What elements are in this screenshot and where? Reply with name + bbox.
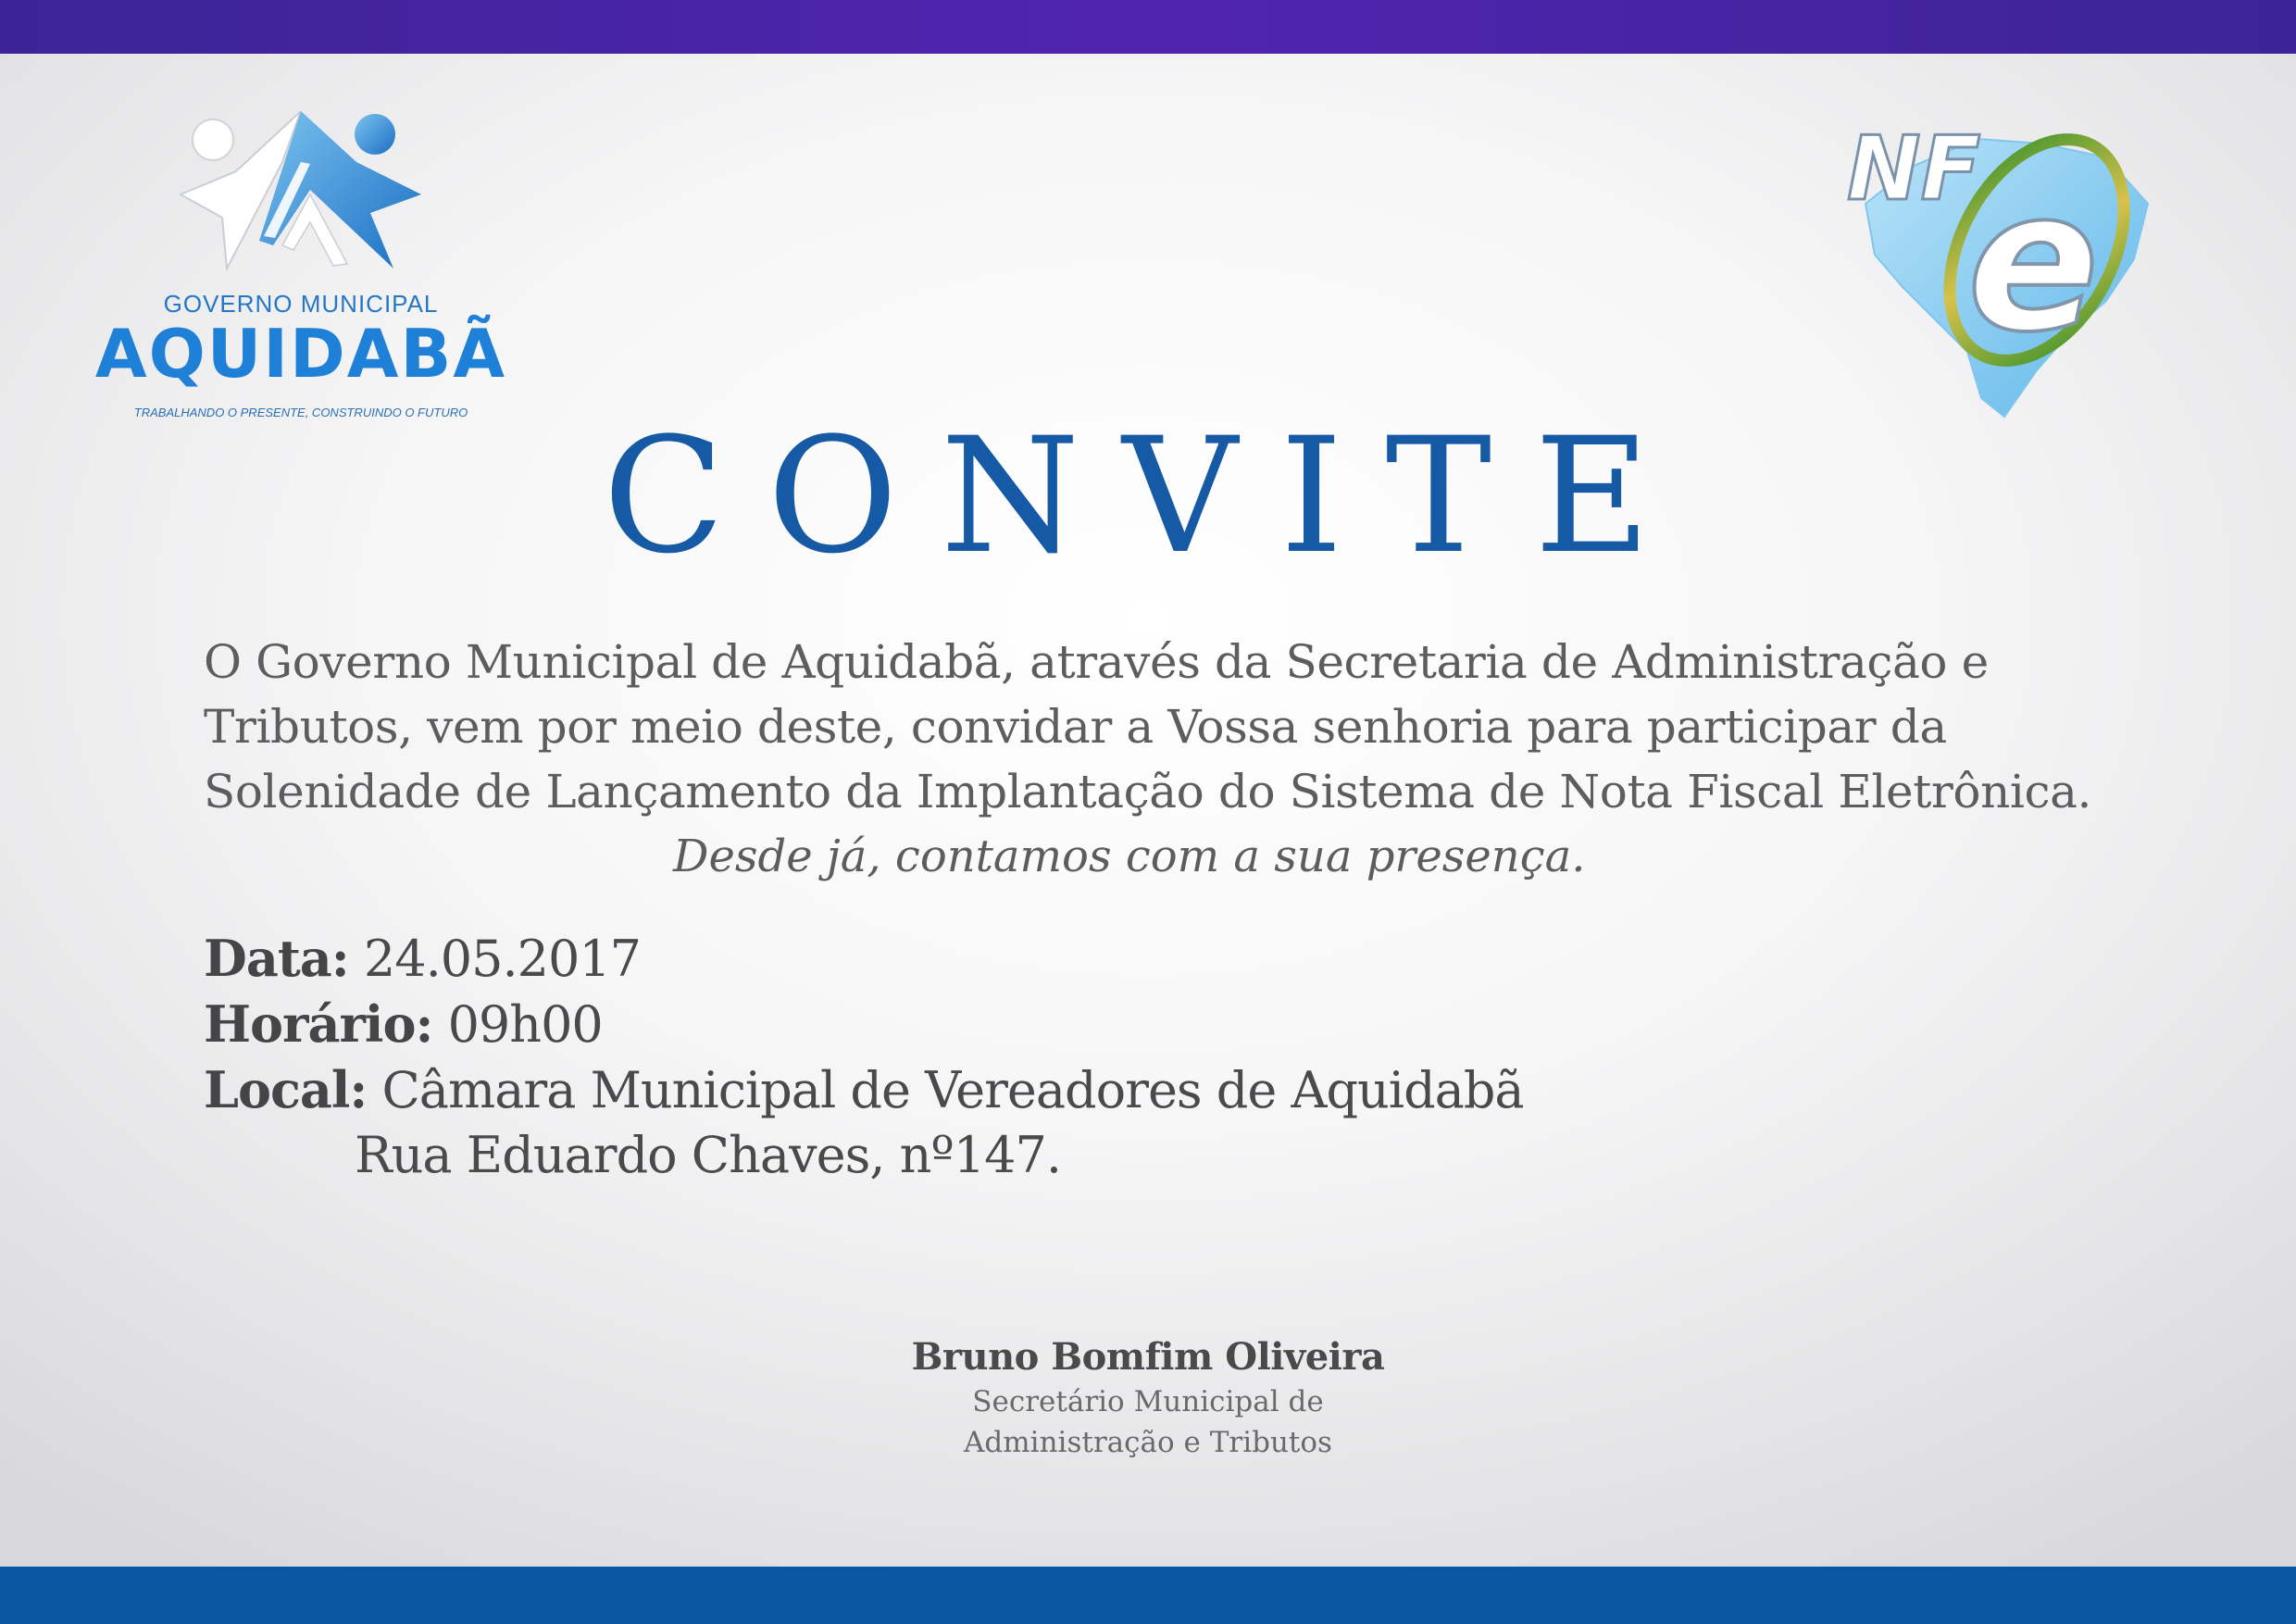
date-value: 24.05.2017 <box>363 930 642 988</box>
logo-municipality-name: AQUIDABÃ <box>94 315 507 393</box>
top-color-bar <box>0 0 2296 54</box>
place-value: Câmara Municipal de Vereadores de Aquidabã <box>381 1061 1524 1119</box>
logo-label-top: GOVERNO MUNICIPAL <box>163 290 439 318</box>
time-row <box>204 992 1778 1057</box>
address-row: Rua Eduardo Chaves, nº147. <box>355 1126 1062 1184</box>
signatory-role-line-1: Secretário Municipal de <box>972 1385 1324 1418</box>
place-row <box>204 1057 1778 1123</box>
place-label: Local: <box>204 1060 368 1119</box>
body-line-1: O Governo Municipal de Aquidabã, através da Secretaria de Administração e <box>204 635 1989 689</box>
aquidaba-logo <box>88 106 514 440</box>
signatory-name: Bruno Bomfim Oliveira <box>911 1335 1385 1379</box>
invitation-body <box>204 630 2111 889</box>
time-value: 09h00 <box>447 995 603 1054</box>
nfe-text-e: e <box>1967 148 2100 375</box>
signature-block <box>778 1333 1518 1463</box>
event-details <box>204 926 1778 1188</box>
body-line-3: Solenidade de Lançamento da Implantação do Sistema de Nota Fiscal Eletrônica. <box>204 765 2092 818</box>
nfe-logo <box>1828 102 2180 435</box>
time-label: Horário: <box>204 994 433 1054</box>
signatory-role-line-2: Administração e Tributos <box>964 1426 1332 1459</box>
date-row <box>204 926 1778 992</box>
body-line-2: Tributos, vem por meio deste, convidar a Vossa senhoria para participar da <box>204 700 1947 754</box>
page-title: CONVITE <box>603 403 1693 590</box>
logo-slogan: TRABALHANDO O PRESENTE, CONSTRUINDO O FUTURO <box>133 406 468 419</box>
people-emblem-icon <box>171 106 430 273</box>
bottom-color-bar <box>0 1567 2296 1624</box>
closing-line: Desde já, contamos com a sua presença. <box>673 831 1586 882</box>
nfe-text-nf: NF <box>1847 119 1981 220</box>
date-label: Data: <box>204 929 349 988</box>
nfe-emblem-icon <box>1828 102 2180 435</box>
